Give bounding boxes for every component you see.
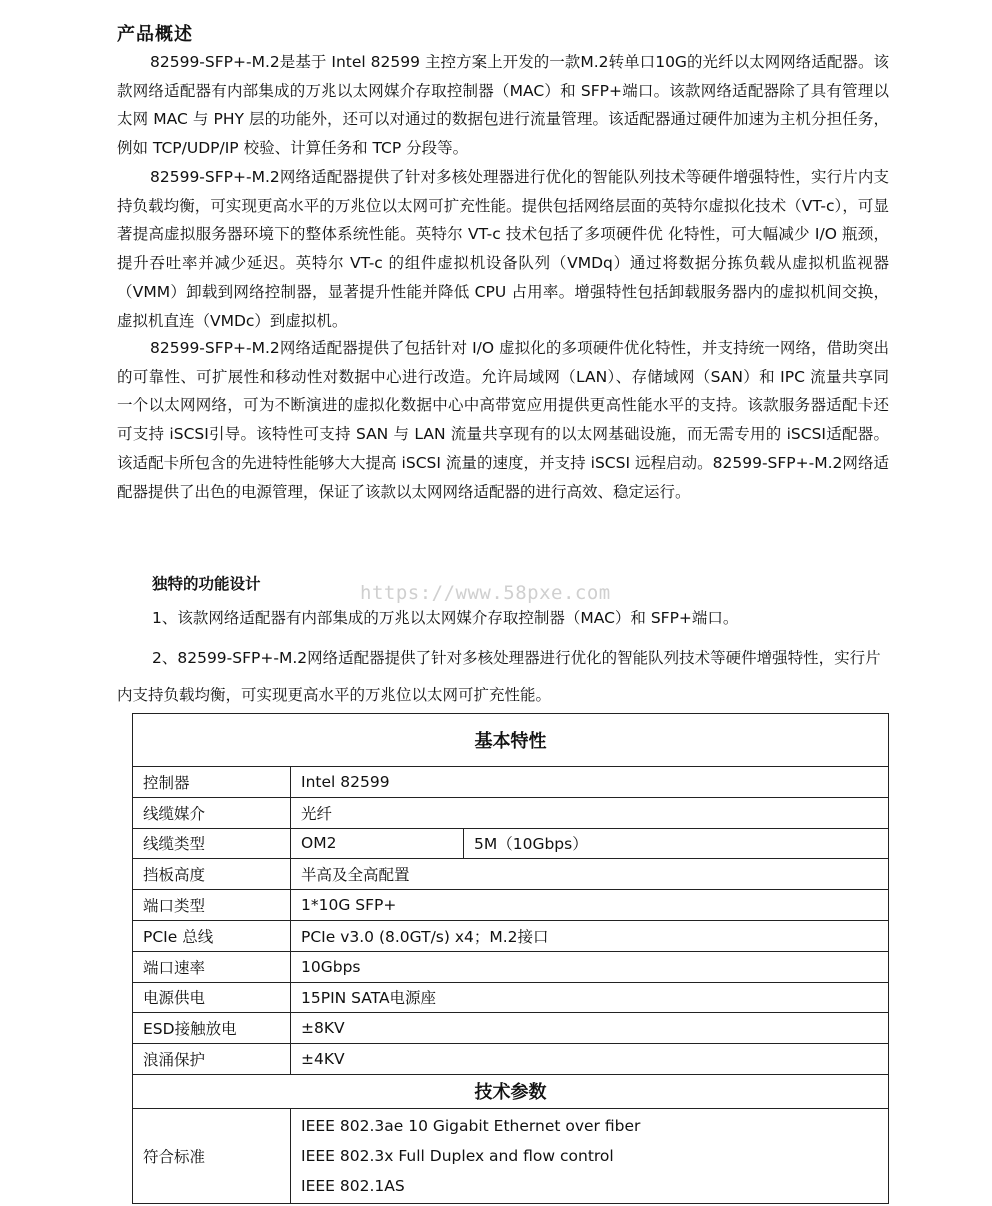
row-label: 端口速率	[133, 951, 291, 982]
table-row	[133, 767, 889, 798]
table-section-basic: 基本特性	[133, 714, 889, 767]
table-row	[133, 951, 889, 982]
standards-list	[291, 1108, 889, 1203]
row-value: ±4KV	[291, 1044, 889, 1075]
table-row	[133, 1044, 889, 1075]
row-value: Intel 82599	[291, 767, 889, 798]
paragraph-3: 82599-SFP+-M.2网络适配器提供了包括针对 I/O 虚拟化的多项硬件优化特性，并支持统一网络，借助突出的可靠性、可扩展性和移动性对数据中心进行改造。允许局域网（LAN）、存储域网（SAN）和 IPC 流量共享同一个以太网网络，可为不断演进的虚拟化数据中心中高带宽应用提供更高性能水平的支持。该款服务器适配卡还可支持 iSCSI引导。该特性可支持 SAN 与 LAN 流量共享现有的以太网基础设施，而无需专用的 iSCSI适配器。该适配卡所包含的先进特性能够大大提高 iSCSI 流量的速度，并支持 iSCSI 远程启动。82599-SFP+-M.2网络适配器提供了出色的电源管理，保证了该款以太网网络适配器的进行高效、稳定运行。	[117, 339, 889, 501]
row-label: ESD接触放电	[133, 1013, 291, 1044]
table-row	[133, 890, 889, 921]
table-row	[133, 982, 889, 1013]
table-row	[133, 920, 889, 951]
row-value: 光纤	[291, 797, 889, 828]
row-value: OM2	[291, 828, 464, 859]
row-value: 1*10G SFP+	[291, 890, 889, 921]
row-label: 符合标准	[133, 1108, 291, 1203]
row-label: 挡板高度	[133, 859, 291, 890]
watermark: https://www.58pxe.com	[360, 582, 611, 604]
row-label: 线缆类型	[133, 828, 291, 859]
row-label: PCIe 总线	[133, 920, 291, 951]
standard-item: IEEE 802.3x Full Duplex and flow control	[301, 1146, 614, 1165]
table-row	[133, 1108, 889, 1203]
feature-item-1: 1、该款网络适配器有内部集成的万兆以太网媒介存取控制器（MAC）和 SFP+端口。	[152, 609, 739, 627]
row-value: 15PIN SATA电源座	[291, 982, 889, 1013]
table-section-technical: 技术参数	[133, 1074, 889, 1108]
paragraph-2: 82599-SFP+-M.2网络适配器提供了针对多核处理器进行优化的智能队列技术等硬件增强特性，实行片内支持负载均衡，可实现更高水平的万兆位以太网可扩充性能。提供包括网络层面的英特尔虚拟化技术（VT-c），可显著提高虚拟服务器环境下的整体系统性能。英特尔 VT-c 技术包括了多项硬件优 化特性，可大幅减少 I/O 瓶颈，提升吞吐率并减少延迟。英特尔 VT-c 的组件虚拟机设备队列（VMDq）通过将数据分拣负载从虚拟机监视器（VMM）卸载到网络控制器，显著提升性能并降低 CPU 占用率。增强特性包括卸载服务器内的虚拟机间交换，虚拟机直连（VMDc）到虚拟机。	[117, 168, 889, 330]
row-label: 端口类型	[133, 890, 291, 921]
paragraph-1: 82599-SFP+-M.2是基于 Intel 82599 主控方案上开发的一款M.2转单口10G的光纤以太网网络适配器。该款网络适配器有内部集成的万兆以太网媒介存取控制器（MAC）和 SFP+端口。该款网络适配器除了具有管理以太网 MAC 与 PHY 层的功能外，还可以对通过的数据包进行流量管理。该适配器通过硬件加速为主机分担任务，例如 TCP/UDP/IP 校验、计算任务和 TCP 分段等。	[117, 53, 889, 158]
row-value: ±8KV	[291, 1013, 889, 1044]
row-value: 半高及全高配置	[291, 859, 889, 890]
section-title: 产品概述	[117, 24, 193, 45]
row-value-secondary: 5M（10Gbps）	[464, 828, 889, 859]
spec-table	[132, 713, 889, 1204]
table-row	[133, 828, 889, 859]
row-label: 浪涌保护	[133, 1044, 291, 1075]
row-label: 电源供电	[133, 982, 291, 1013]
features-heading: 独特的功能设计	[152, 575, 261, 593]
feature-item-2: 2、82599-SFP+-M.2网络适配器提供了针对多核处理器进行优化的智能队列技术等硬件增强特性，实行片内支持负载均衡，可实现更高水平的万兆位以太网可扩充性能。	[117, 649, 881, 704]
standard-item: IEEE 802.3ae 10 Gigabit Ethernet over fiber	[301, 1116, 641, 1135]
row-label: 线缆媒介	[133, 797, 291, 828]
row-value: PCIe v3.0 (8.0GT/s) x4；M.2接口	[291, 920, 889, 951]
table-row	[133, 1013, 889, 1044]
standard-item: IEEE 802.1AS	[301, 1176, 405, 1195]
row-value: 10Gbps	[291, 951, 889, 982]
table-row	[133, 797, 889, 828]
table-row	[133, 859, 889, 890]
row-label: 控制器	[133, 767, 291, 798]
